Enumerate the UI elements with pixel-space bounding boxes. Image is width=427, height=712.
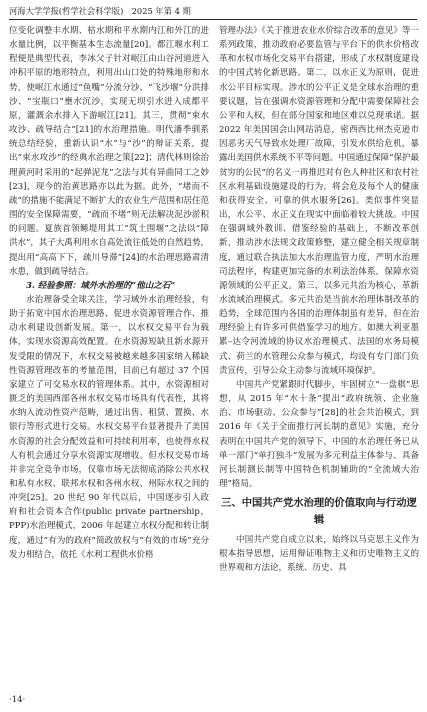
right-paragraph-3: 中国共产党自成立以来，始终以马克思主义作为根本指导思想，运用辩证唯物主义和历史唯物主义的世界观和方法论，系统、历史、具 — [219, 535, 419, 574]
right-column — [219, 24, 419, 692]
header-rule — [9, 19, 417, 20]
subsection-heading: 3. 经验参照：域外水治理的“他山之石” — [26, 280, 176, 291]
section-title: 三、中国共产党水治理的价值取向与行动逻辑 — [221, 497, 417, 527]
running-head: 河海大学学报(哲学社会科学版) 2025 年第 4 期 — [9, 6, 191, 16]
page-number: ·14· — [9, 695, 26, 705]
left-paragraph-2: 水治理备受全球关注，学习域外水治理经验，有助于拓宽中国水治理思路、促进水资源管理合作、推动水利建设创新发展。第一，以水权交易平台为载体，实现水资源高效配置。在水资源短缺且新水源开发受限的情况下，水权交易被越来越多国家纳入稀缺性资源管理改革的考量范围，目前已有超过 37 个国家建立了可交易水权的管理体系。其中，水资源相对匮乏的美国西部各州水权交易市场具有代表性，其将水纳入流动性资产范畴，通过出售、租赁、置换、水银行等形式进行交易。水权交易平台显著提升了美国水资源的社会分配效益和可持续利用率，也使得水权人有机会通过分享水资源实现增收。但水权交易市场并非完全竞争市场，仅靠市场无法彻底消除公共水权和私有水权、联邦水权和各州水权、州际水权之间的冲突[25]。20 世纪 90 年代以后，中国逐步引入政府和社会资本合作(public private partnership，PPP)水治理模式，2006 年起建立水权分配和转让制度，通过“有为的政府”简政放权与“有效的市场”充分发力相结合，依托《水利工程供水价格 — [9, 294, 209, 560]
right-paragraph-2: 中国共产党紧跟时代脚步，牢固树立“一盘棋”思想，从 2015 年“水十条”提出“政府统领、企业施治、市场驱动、公众参与”[28]的社会共治模式，到 2016 年《关于全面推行河长制的意见》实施，充分表明在中国共产党的领导下，中国的水治理任务已从单一部门“单打独斗”发展为多元利益主体参与、具备河长制测长制等中国特色机制辅助的“全流域大治理”格局。 — [219, 379, 419, 489]
right-paragraph-1: 管理办法》《关于推进农业水价综合改革的意见》等一系列政策，推动政府必要监管与平台下的供水价格改革和水权市场化交易平台搭建，形成了水权制度建设的中国式转化新思路。第二，以水正义为原则，促进水公平目标实现。涉水的公平正义是全球水治理的重要议题，旨在强调水资源管理和分配中需要保障社会公平和人权，但在部分国家和地区难以兑现承诺。据 2022 年美国国会山网站消息，密西西比州杰克逊市因恶劣天气导致水处理厂故障，引发水供给危机，暴露出美国供水系统不平等问题。中国通过保障“保护最贫穷的公民”的名义一再推迟对有色人种社区和农村社区水利基础设施建设的行为，将会危及每个人的健康和获得安全、可靠的供水服务[26]。类似事件突显出，水公平、水正义在现实中面临着较大挑战。中国在强调域外教训、借鉴经验的基础上，不断改革创新，推动涉水法规文政策修整，建立健全相关规章制度，通过联合执法加大水治理监管力度，严明水治理司法程序，构建更加完备的水利法治体系，保障水资源领域的公平正义。第三，以多元共治为核心，革新水流域治理模式。多元共治是当前水治理体制改革的趋势，全球范围内各国的治理体制虽有差异，但在治理经验上有许多可供借鉴学习的地方。如澳大利亚墨累–达令河流域的协议水治理模式、法国的水务局模式、荷兰的水管理公众参与模式，均设有专门部门负责宣传，引导公众主动参与流域环境保护。 — [219, 26, 419, 376]
left-column — [9, 24, 209, 692]
left-paragraph-1: 位变化调整丰水期、枯水期和平水期内江和外江的进水量比例，以平衡基本生态流量[20]。都江堰水利工程便是典型代表，李冰父子针对岷江由山谷河道进入冲积平原的地形特点，利用出山口处的特殊地形和水势，使岷江水通过“鱼嘴”分流分沙、“飞沙堰”分洪排沙、“宝瓶口”壅水沉沙，实现无坝引水进入成都平原，灌溉余水排入下游岷江[21]。其三，贯彻“束水攻沙、疏导结合”[21]的水治理措施。明代潘季驯系统总结经验，重新认识“水”与“沙”的辩证关系，提出“束水攻沙”的经典水治理之策[22]；清代林则徐治理黄河时采用的“起弹泥龙”之法与其有异曲同工之妙[23]，现今的治黄思路亦以此为据。此外，“堵而不疏”的措施不能满足不断扩大的农业生产范围和居住范围的安全保障需要，“疏而不堵”则无法解决泥沙淤积的问题。夏族首领鲧堤用其工“筑土围堰”之法以“障洪水”，其子大禹利用水自高处流往低处的自然趋势，提出用“高高下下，疏川导滞”[24]的水治理思路肃清水患，做到疏导结合。 — [9, 26, 209, 277]
